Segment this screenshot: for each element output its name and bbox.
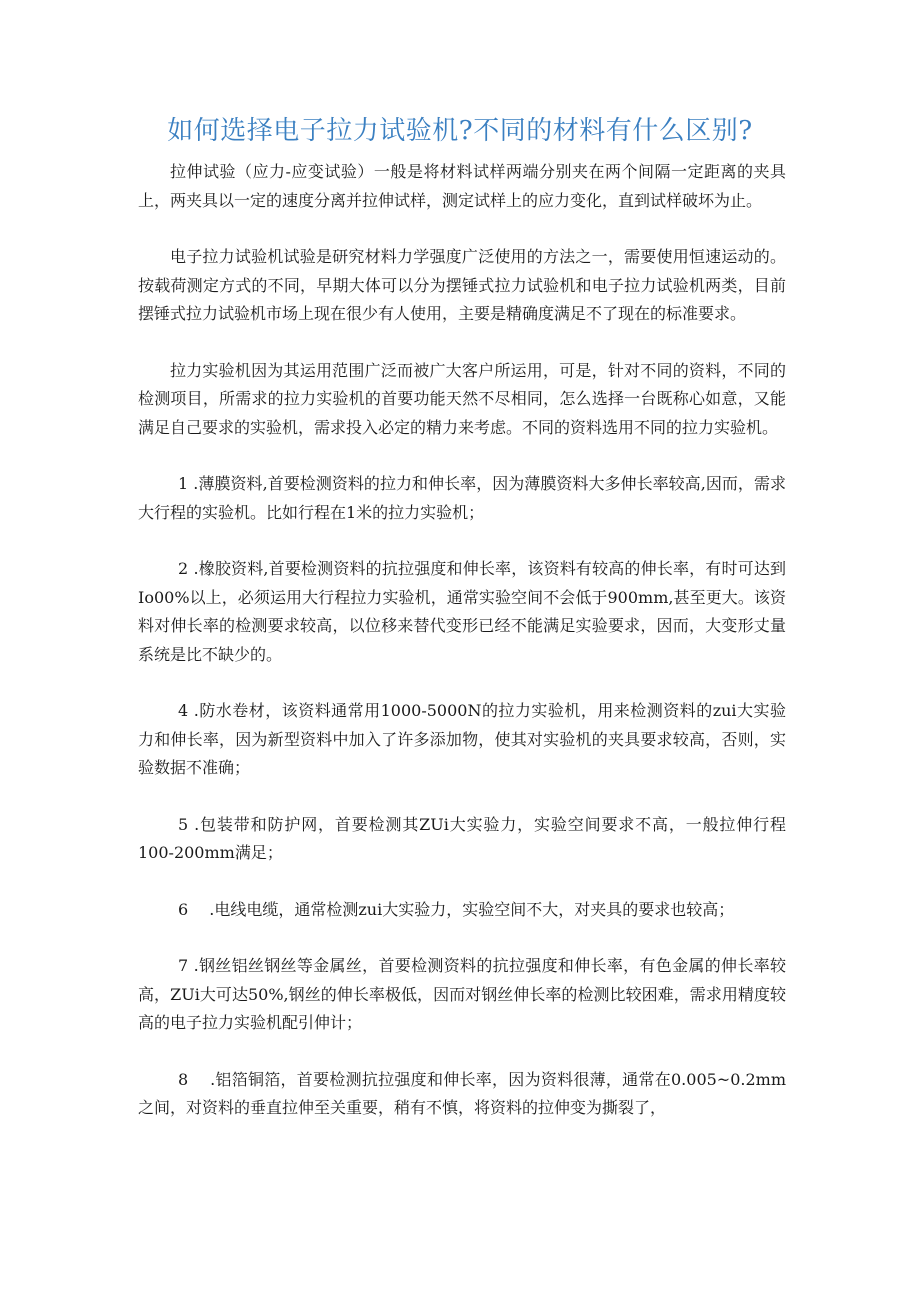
list-item-metal-wire: 7 .钢丝铝丝钢丝等金属丝，首要检测资料的抗拉强度和伸长率，有色金属的伸长率较高，ZUi大可达50%,钢丝的伸长率极低，因而对钢丝伸长率的检测比较困难，需求用精度较高的电子拉力实验机配引伸计； [138, 956, 786, 1032]
paragraph-selection: 拉力实验机因为其运用范围广泛而被广大客户所运用，可是，针对不同的资料，不同的检测项目，所需求的拉力实验机的首要功能天然不尽相同，怎么选择一台既称心如意，又能满足自己要求的实验机，需求投入必定的精力来考虑。不同的资料选用不同的拉力实验机。 [138, 360, 786, 437]
paragraph-electronic-tester: 电子拉力试验机试验是研究材料力学强度广泛使用的方法之一，需要使用恒速运动的。按载荷测定方式的不同，早期大体可以分为摆锤式拉力试验机和电子拉力试验机两类，目前摆锤式拉力试验机市场上现在很少有人使用，主要是精确度满足不了现在的标准要求。 [138, 247, 786, 323]
document-title: 如何选择电子拉力试验机?不同的材料有什么区别? [167, 116, 753, 146]
document-body [138, 158, 786, 1151]
list-item-rubber: 2 .橡胶资料,首要检测资料的抗拉强度和伸长率，该资料有较高的伸长率，有时可达到Io00%以上，必须运用大行程拉力实验机，通常实验空间不会低于900mm,甚至更大。该资料对伸长率的检测要求较高，以位移来替代变形已经不能满足实验要求，因而，大变形丈量系统是比不缺少的。 [138, 559, 786, 664]
paragraph-intro-tensile-test: 拉伸试验（应力-应变试验）一般是将材料试样两端分别夹在两个间隔一定距离的夹具上，两夹具以一定的速度分离并拉伸试样，测定试样上的应力变化，直到试样破坏为止。 [138, 162, 786, 210]
list-item-foil: 8 .铝箔铜箔，首要检测抗拉强度和伸长率，因为资料很薄，通常在0.005~0.2mm之间，对资料的垂直拉伸至关重要，稍有不慎，将资料的拉伸变为撕裂了， [138, 1069, 786, 1117]
list-item-packaging: 5 .包装带和防护网，首要检测其ZUi大实验力，实验空间要求不高，一般拉伸行程100-200mm满足； [138, 814, 786, 862]
list-item-cable: 6 .电线电缆，通常检测zui大实验力，实验空间不大，对夹具的要求也较高； [178, 899, 735, 919]
list-item-waterproof: 4 .防水卷材，该资料通常用1000-5000N的拉力实验机，用来检测资料的zui大实验力和伸长率，因为新型资料中加入了许多添加物，使其对实验机的夹具要求较高，否则，实验数据不准确； [138, 701, 786, 777]
list-item-film: 1 .薄膜资料,首要检测资料的拉力和伸长率，因为薄膜资料大多伸长率较高,因而，需求大行程的实验机。比如行程在1米的拉力实验机； [138, 474, 786, 522]
